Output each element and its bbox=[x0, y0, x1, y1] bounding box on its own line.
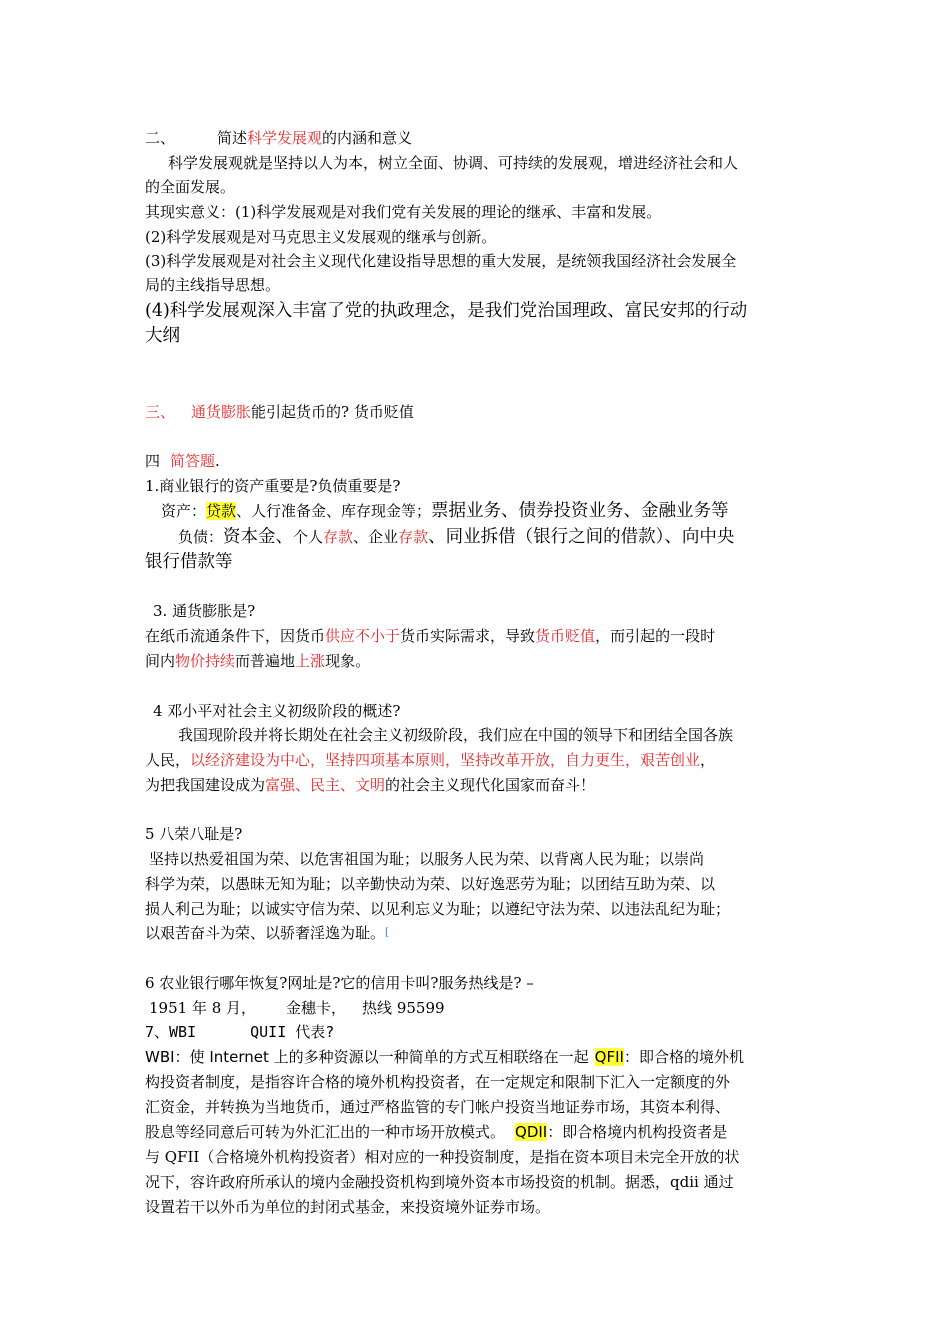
section-4-number: 四 bbox=[145, 452, 161, 470]
text-run-red: 供应不小于 bbox=[325, 627, 401, 645]
text-run: 股息等经同意后可转为外汇汇出的一种市场开放模式。 bbox=[145, 1123, 506, 1141]
liabilities-part: 个人 bbox=[293, 528, 324, 546]
answer-7-line-5: 与 QFII（合格境外机构投资者）相对应的一种投资制度，是指在资本项目未完全开放的状 bbox=[145, 1148, 740, 1166]
section-3-heading bbox=[145, 401, 414, 423]
answer-7-line-6: 况下，容许政府所承认的境内金融投资机构到境外资本市场投资的机制。据悉，qdii 通过 bbox=[145, 1173, 734, 1191]
section-2-title-highlight: 科学发展观 bbox=[247, 129, 323, 147]
answer-1-assets-mid: 、人行准备金、库存现金等； bbox=[236, 502, 432, 520]
footnote-mark: [ bbox=[385, 927, 389, 938]
answer-5-line-1: 坚持以热爱祖国为荣、以危害祖国为耻；以服务人民为荣、以背离人民为耻；以崇尚 bbox=[149, 850, 705, 868]
paragraph-line: (3)科学发展观是对社会主义现代化建设指导思想的重大发展，是统领我国经济社会发展全 bbox=[145, 252, 737, 270]
question-1: 1.商业银行的资产重要是?负债重要是? bbox=[145, 477, 401, 495]
text-run: 而普遍地 bbox=[235, 652, 296, 670]
text-run-red: 富强、民主、文明 bbox=[265, 776, 386, 794]
text-run: QUII 代表? bbox=[250, 1023, 335, 1041]
text-run: WBI：使 Internet 上的多种资源以一种简单的方式互相联络在一起 bbox=[145, 1048, 589, 1066]
text-run: ：即合格境内机构投资者是 bbox=[547, 1123, 728, 1141]
answer-7-line-7: 设置若干以外币为单位的封闭式基金，来投资境外证券市场。 bbox=[145, 1198, 551, 1216]
text-run: 热线 95599 bbox=[362, 999, 445, 1017]
text-run: ， bbox=[700, 751, 716, 769]
answer-1-liabilities bbox=[178, 525, 734, 549]
question-7 bbox=[145, 1021, 334, 1043]
question-6: 6 农业银行哪年恢复?网址是?它的信用卡叫?服务热线是? – bbox=[145, 974, 534, 992]
section-3-highlight: 通货膨胀 bbox=[191, 403, 252, 421]
answer-1-liabilities-label: 负债： bbox=[178, 528, 224, 546]
question-4: 4 邓小平对社会主义初级阶段的概述? bbox=[153, 702, 401, 720]
text-run: 7、WBI bbox=[145, 1023, 197, 1041]
answer-1-liabilities-cont: 银行借款等 bbox=[145, 552, 233, 572]
liabilities-part: 资本金、 bbox=[223, 527, 294, 547]
text-run-red: 上涨 bbox=[295, 652, 326, 670]
text-run: 人民， bbox=[145, 751, 191, 769]
paragraph-line: 的全面发展。 bbox=[145, 178, 236, 196]
text-run: 间内 bbox=[145, 652, 176, 670]
answer-5-line-4 bbox=[145, 922, 389, 944]
section-4-title: 简答题 bbox=[170, 452, 216, 470]
liabilities-deposit: 存款 bbox=[398, 528, 429, 546]
text-run: 以艰苦奋斗为荣、以骄奢淫逸为耻。 bbox=[145, 924, 386, 942]
text-run-red: 以经济建设为中心，坚持四项基本原则，坚持改革开放，自力更生，艰苦创业 bbox=[190, 751, 701, 769]
text-run: 在纸币流通条件下，因货币 bbox=[145, 627, 326, 645]
section-4-dot: . bbox=[215, 452, 220, 470]
liabilities-deposit: 存款 bbox=[323, 528, 354, 546]
answer-7-line-2: 构投资者制度，是指容许合格的境外机构投资者，在一定规定和限制下汇入一定额度的外 bbox=[145, 1073, 731, 1091]
section-3-rest: 能引起货币的? 货币贬值 bbox=[251, 403, 414, 421]
paragraph-line: 局的主线指导思想。 bbox=[145, 276, 281, 294]
paragraph-line: (2)科学发展观是对马克思主义发展观的继承与创新。 bbox=[145, 228, 497, 246]
answer-1-assets-label: 资产： bbox=[161, 502, 207, 520]
text-run: 为把我国建设成为 bbox=[145, 776, 266, 794]
section-4-heading bbox=[145, 450, 220, 472]
liabilities-part: 、同业拆借（银行之间的借款）、向中央 bbox=[428, 527, 735, 547]
paragraph-line: 科学发展观就是坚持以人为本，树立全面、协调、可持续的发展观，增进经济社会和人 bbox=[168, 154, 739, 172]
question-3: 3. 通货膨胀是? bbox=[153, 602, 256, 620]
text-run: 的社会主义现代化国家而奋斗！ bbox=[385, 776, 596, 794]
question-5: 5 八荣八耻是? bbox=[145, 825, 243, 843]
answer-4-line-3 bbox=[145, 774, 595, 796]
highlight-qdii: QDII bbox=[515, 1123, 548, 1141]
highlight-qfii: QFII bbox=[594, 1048, 624, 1066]
answer-5-line-3: 损人利己为耻；以诚实守信为荣、以见利忘义为耻；以遵纪守法为荣、以违法乱纪为耻； bbox=[145, 900, 731, 918]
answer-3-line-1 bbox=[145, 625, 715, 647]
section-2-heading bbox=[145, 127, 412, 149]
answer-7-line-3: 汇资金，并转换为当地货币，通过严格监管的专门帐户投资当地证券市场，其资本利得、 bbox=[145, 1098, 731, 1116]
text-run-red: 物价持续 bbox=[175, 652, 236, 670]
answer-7-line-1 bbox=[145, 1046, 744, 1068]
answer-4-line-1: 我国现阶段并将长期处在社会主义初级阶段，我们应在中国的领导下和团结全国各族 bbox=[178, 726, 734, 744]
answer-5-line-2: 科学为荣，以愚昧无知为耻；以辛勤快动为荣、以好逸恶劳为耻；以团结互助为荣、以 bbox=[145, 875, 716, 893]
paragraph-line: (4)科学发展观深入丰富了党的执政理念，是我们党治国理政、富民安邦的行动 bbox=[145, 301, 748, 321]
text-run: 1951 年 8 月， bbox=[149, 999, 257, 1017]
text-run: ：即合格的境外机 bbox=[623, 1048, 744, 1066]
answer-1-assets-big: 票据业务、债券投资业务、金融业务等 bbox=[431, 501, 729, 521]
liabilities-part: 、企业 bbox=[353, 528, 399, 546]
answer-6 bbox=[149, 997, 445, 1019]
text-run: ，而引起的一段时 bbox=[595, 627, 716, 645]
section-3-number: 三、 bbox=[145, 403, 176, 421]
text-run: 货币实际需求，导致 bbox=[400, 627, 536, 645]
answer-3-line-2 bbox=[145, 650, 370, 672]
text-run: 金穗卡， bbox=[286, 999, 347, 1017]
answer-4-line-2 bbox=[145, 749, 715, 771]
section-2-title-b: 的内涵和意义 bbox=[322, 129, 413, 147]
section-2-number: 二、 bbox=[145, 129, 176, 147]
section-2-title-a: 简述 bbox=[217, 129, 248, 147]
highlight-loans: 贷款 bbox=[206, 502, 237, 520]
paragraph-line: 大纲 bbox=[145, 326, 180, 346]
answer-7-line-4 bbox=[145, 1121, 727, 1143]
paragraph-line: 其现实意义：(1)科学发展观是对我们党有关发展的理论的继承、丰富和发展。 bbox=[145, 203, 662, 221]
text-run: 现象。 bbox=[325, 652, 371, 670]
answer-1-assets bbox=[161, 499, 729, 523]
text-run-red: 货币贬值 bbox=[535, 627, 596, 645]
